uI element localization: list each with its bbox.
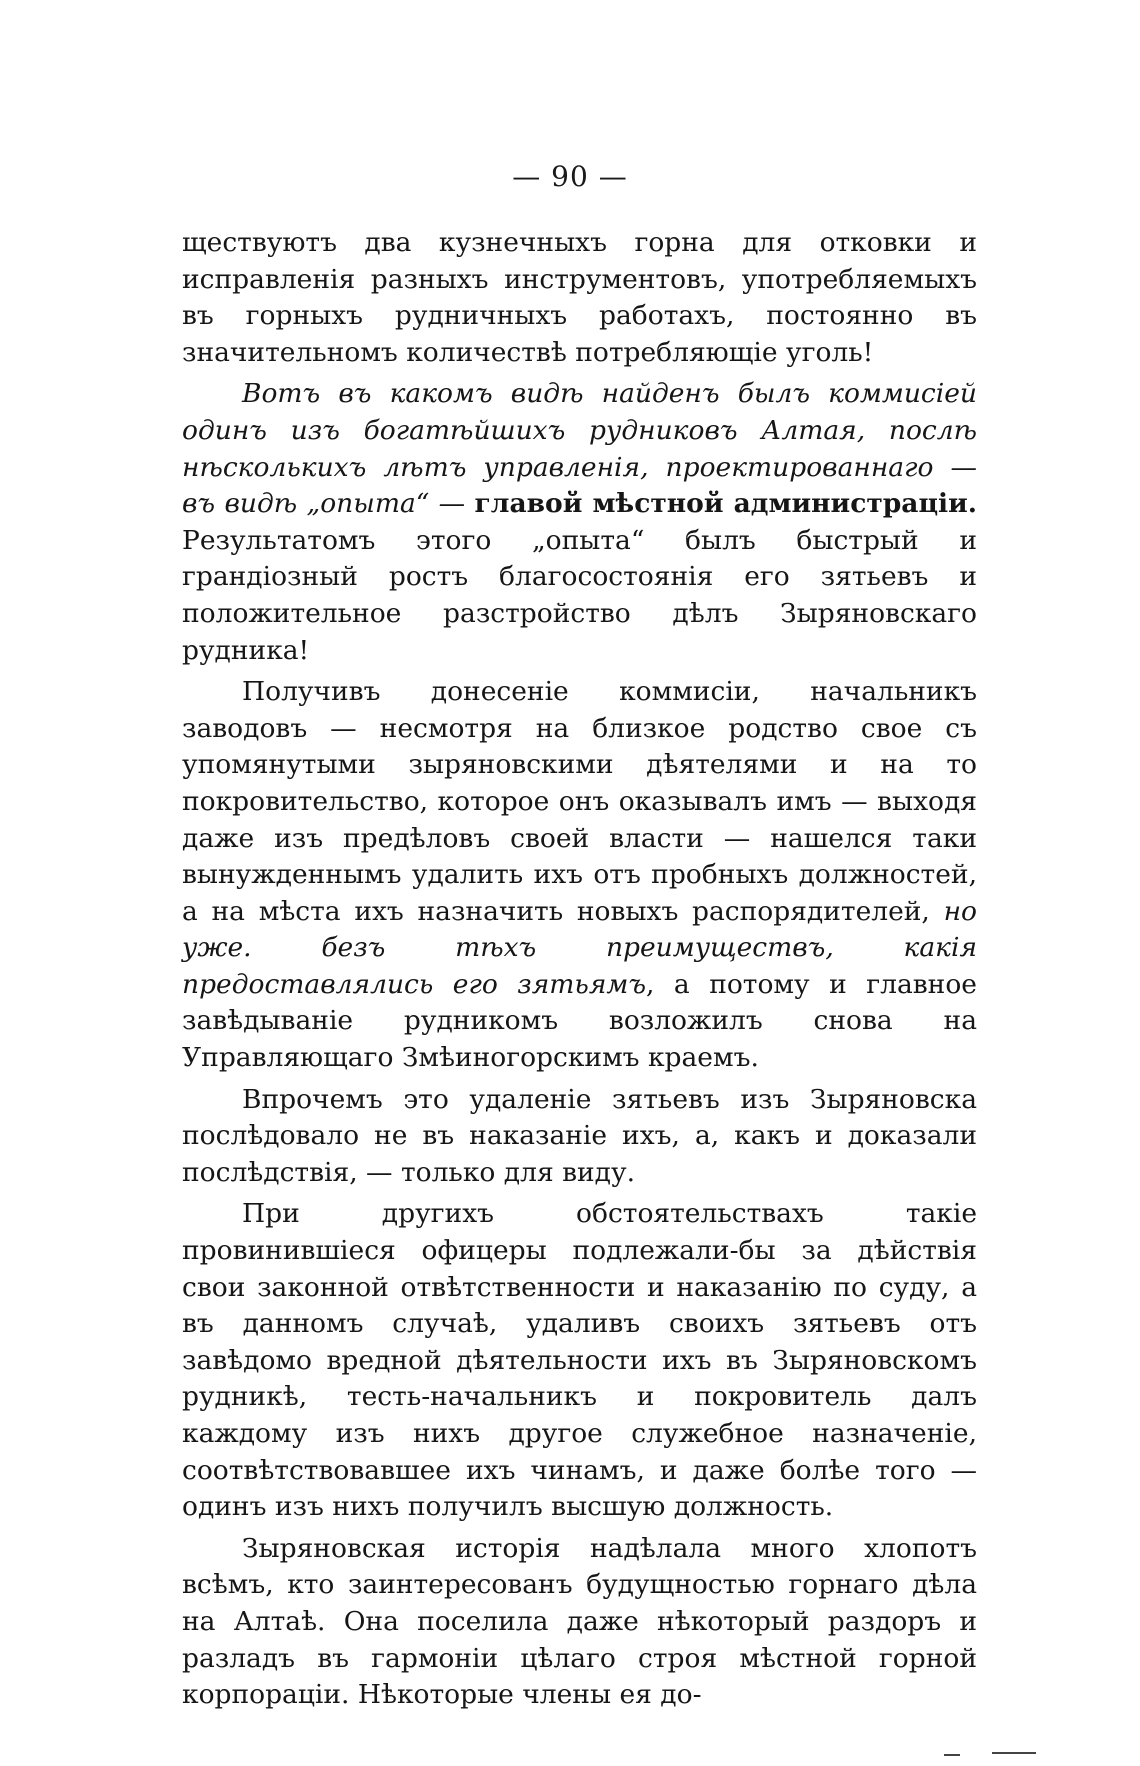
paragraph-6-text: Зыряновская исторія надѣлала много хлопотъ всѣмъ, кто заинтересованъ будущностью горнаго дѣла на Алтаѣ. Она поселила даже нѣкоторый раздоръ и разладъ въ гармоніи цѣлаго строя мѣстной горной корпораціи. Нѣкоторые члены ея до- bbox=[182, 1532, 977, 1711]
paragraph-1 bbox=[182, 225, 977, 371]
paragraph-6 bbox=[182, 1531, 977, 1714]
paragraph-5-text: При другихъ обстоятельствахъ такіе провинившіеся офицеры подлежали-бы за дѣйствія свои законной отвѣтственности и наказанію по суду, а въ данномъ случаѣ, удаливъ своихъ зятьевъ отъ завѣдомо вредной дѣятельности ихъ въ Зыряновскомъ рудникѣ, тесть-начальникъ и покровитель далъ каждому изъ нихъ другое служебное назначеніе, соотвѣтствовавшее ихъ чинамъ, и даже болѣе того — одинъ изъ нихъ получилъ высшую должность. bbox=[182, 1198, 977, 1523]
paragraph-4 bbox=[182, 1082, 977, 1192]
paragraph-3-text: Получивъ донесеніе коммисіи, начальникъ заводовъ — несмотря на близкое родство свое съ упомянутыми зыряновскими дѣятелями и на то покровительство, которое онъ оказывалъ имъ — выходя даже изъ предѣловъ своей власти — нашелся таки вынужденнымъ удалить ихъ отъ пробныхъ должностей, а на мѣста ихъ назначить новыхъ распорядителей, bbox=[182, 676, 977, 927]
scan-artifact-mark bbox=[944, 1754, 960, 1756]
paragraph-4-text: Впрочемъ это удаленіе зятьевъ изъ Зыряновска послѣдовало не въ наказаніе ихъ, а, какъ и доказали послѣдствія, — только для виду. bbox=[182, 1083, 977, 1188]
paragraph-5 bbox=[182, 1196, 977, 1525]
paragraph-3-text-end: , а потому и главное завѣдываніе рудникомъ возложилъ снова на Управляющаго Змѣиногорскимъ краемъ. bbox=[182, 968, 977, 1074]
paragraph-2-bold-text: главой мѣстной администраціи. bbox=[474, 488, 977, 520]
page-number: — 90 — bbox=[512, 160, 628, 193]
paragraph-1-text: ществуютъ два кузнечныхъ горна для отковки и исправленія разныхъ инструментовъ, употребляемыхъ въ горныхъ рудничныхъ работахъ, постоянно въ значительномъ количествѣ потребляющіе уголь! bbox=[182, 227, 977, 368]
paragraph-3 bbox=[182, 674, 977, 1077]
scan-artifact-mark bbox=[992, 1752, 1036, 1754]
paragraph-3-italic-text: но уже. безъ тѣхъ преимуществъ, какія предоставлялись его зятьямъ bbox=[182, 895, 977, 1000]
paragraph-2-italic-text: Вотъ въ какомъ видѣ найденъ былъ коммисіей одинъ изъ богатѣйшихъ рудниковъ Алтая, послѣ нѣсколькихъ лѣтъ управленія, проектированнаго — въ видѣ „опыта“ — bbox=[182, 378, 977, 520]
paragraph-2-text: Результатомъ этого „опыта“ былъ быстрый и грандіозный ростъ благосостоянія его зятьевъ и положительное разстройство дѣлъ Зыряновскаго рудника! bbox=[182, 524, 977, 666]
body-text bbox=[182, 225, 977, 1714]
paragraph-2 bbox=[182, 376, 977, 669]
